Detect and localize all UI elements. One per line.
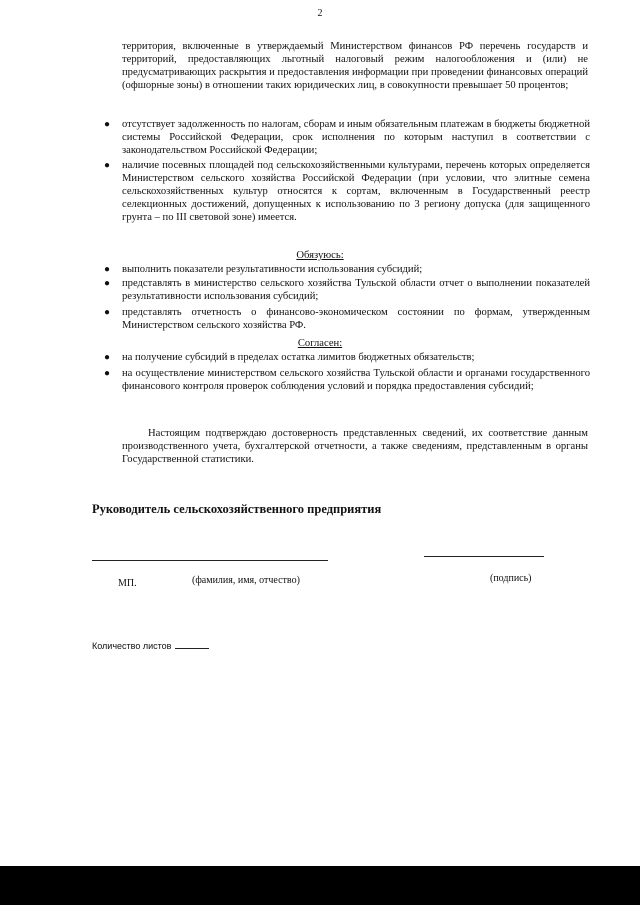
bullet-icon: ● (104, 307, 111, 318)
confirmation-paragraph: Настоящим подтверждаю достоверность представленных сведений, их соответствие данным производственного учета, бухгалтерской отчетности, а также сведениям, представленным в органы Государственной статистики. (122, 428, 588, 465)
sheets-count (92, 640, 209, 651)
scan-border (0, 866, 640, 905)
obligation-item (104, 306, 590, 332)
sheets-label: Количество листов (92, 641, 172, 651)
bullet-icon: ● (104, 119, 111, 130)
bullet-icon: ● (104, 368, 111, 379)
page-number: 2 (317, 8, 323, 19)
name-caption: (фамилия, имя, отчество) (192, 575, 300, 586)
obligation-text: выполнить показатели результативности использования субсидий; (122, 264, 423, 275)
condition-item (104, 159, 590, 224)
bullet-icon: ● (104, 264, 111, 275)
signature-caption: (подпись) (490, 573, 532, 584)
name-line (92, 560, 328, 561)
consent-text: на осуществление министерством сельского хозяйства Тульской области и органами государственного финансового контроля проверок соблюдения условий и порядка предоставления субсидий; (122, 368, 590, 392)
consent-text: на получение субсидий в пределах остатка лимитов бюджетных обязательств; (122, 352, 475, 363)
consent-heading: Согласен: (297, 338, 343, 349)
consent-item (104, 367, 590, 393)
obligation-text: представлять в министерство сельского хозяйства Тульской области отчет о выполнении показателей результативности использования субсидий; (122, 278, 590, 302)
obligation-item (104, 277, 590, 303)
signatory-title: Руководитель сельскохозяйственного предприятия (92, 502, 382, 516)
condition-text: наличие посевных площадей под сельскохозяйственными культурами, перечень которых определяется Министерством сельского хозяйства Российской Федерации (при условии, что элитные семена сельскохозяйственных культур относятся к сортам, включенным в Государственный реестр селекционных достижений, допущенных к использованию по 3 региону допуска (для защищенного грунта – по III световой зоне) имеется. (122, 160, 590, 223)
seal-label: МП. (118, 578, 137, 589)
continuation-paragraph: территория, включенные в утверждаемый Министерством финансов РФ перечень государств и территорий, предоставляющих льготный налоговый режим налогообложения и (или) не предусматривающих раскрытия и предоставления информации при проведении финансовых операций (офшорные зоны) в отношении таких юридических лиц, в совокупности превышает 50 процентов; (122, 41, 588, 91)
obligation-item (104, 263, 590, 276)
bullet-icon: ● (104, 160, 111, 171)
bullet-icon: ● (104, 352, 111, 363)
bullet-icon: ● (104, 278, 111, 289)
condition-item (104, 118, 590, 157)
obligations-heading: Обязуюсь: (296, 250, 344, 261)
obligation-text: представлять отчетность о финансово-экономическом состоянии по формам, утвержденным Министерством сельского хозяйства РФ. (122, 307, 590, 331)
condition-text: отсутствует задолженность по налогам, сборам и иным обязательным платежам в бюджеты бюджетной системы Российской Федерации, срок исполнения по которым наступил в соответствии с законодательством Российской Федерации; (122, 119, 590, 156)
sheets-blank (175, 640, 209, 649)
consent-item (104, 351, 590, 364)
signature-line (424, 556, 544, 557)
